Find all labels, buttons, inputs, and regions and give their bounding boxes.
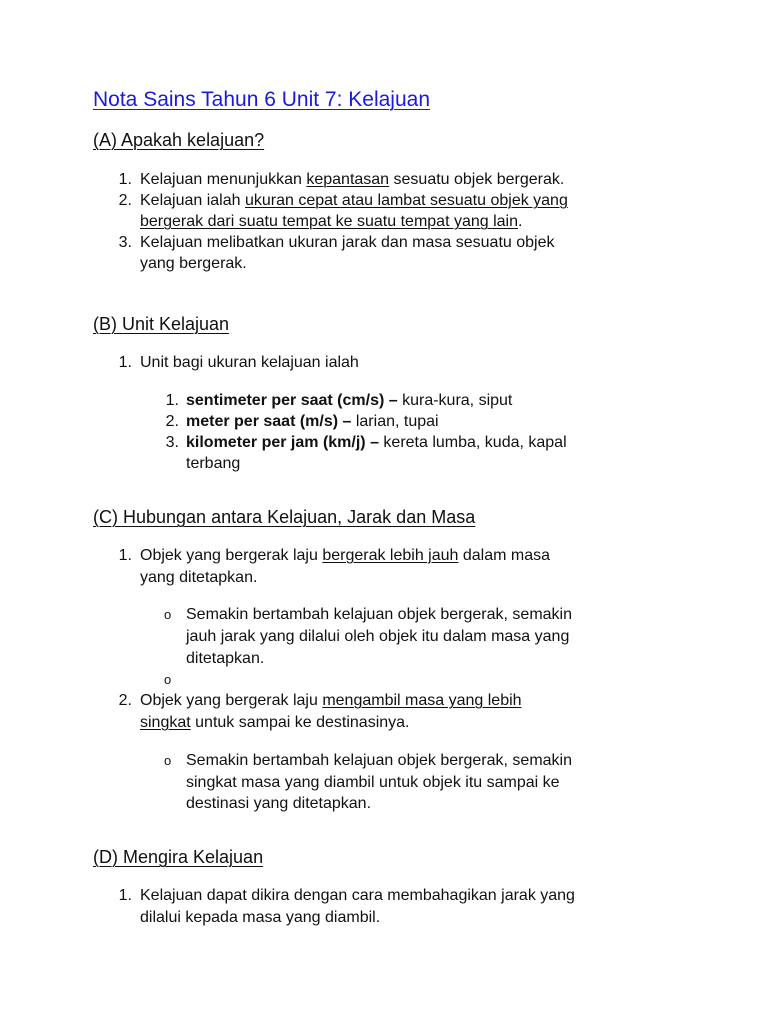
section-b-heading: (B) Unit Kelajuan [93,314,230,334]
section-c-heading: (C) Hubungan antara Kelajuan, Jarak dan Masa [93,507,476,527]
section-d-heading: (D) Mengira Kelajuan [93,847,264,867]
page-title: Nota Sains Tahun 6 Unit 7: Kelajuan [93,88,431,111]
document-page: Nota Sains Tahun 6 Unit 7: Kelajuan (A) Apakah kelajuan? 1. Kelajuan menunjukkan kepantasan sesuatu objek bergerak. 2. Kelajuan ialah ukuran cepat atau lambat sesuatu objek yang bergerak dari suatu tempat ke suatu tempat yang lain. 3. Kelajuan melibatkan ukuran jarak dan masa sesuatu objek yang bergerak. (B) Unit Kelajuan 1. Unit bagi ukuran kelajuan ialah 1. sentimeter per saat (cm/s) – kura-kura, siput 2. meter per saat (m/s) – larian, tupai 3. kilometer per jam (km/j) – kereta lumba, kuda, kapal terbang (C) Hubungan antara Kelajuan, Jarak dan Masa 1. Objek yang bergerak laju bergerak lebih jauh dalam masa yang ditetapkan. o Semakin bertambah kelajuan objek bergerak, semakin jauh jarak yang dilalui oleh objek itu dalam masa yang ditetapkan. o 2. Objek yang bergerak laju mengambil masa yang lebih singkat untuk sampai ke destinasinya. o Semakin bertambah kelajuan objek bergerak, semakin singkat masa yang diambil untuk objek itu sampai ke destinasi yang ditetapkan. (D) Mengira Kelajuan 1. Kelajuan dapat dikira dengan cara membahagikan jarak yang dilalui kepada masa yang diambil. [93,88,575,926]
section-a-heading: (A) Apakah kelajuan? [93,130,265,150]
